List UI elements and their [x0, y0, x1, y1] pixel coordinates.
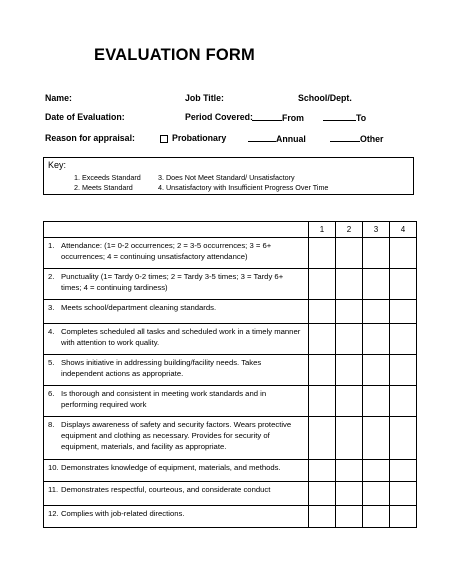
annual-label: Annual [276, 134, 306, 144]
rating-cell[interactable] [309, 269, 336, 300]
rating-cell[interactable] [309, 482, 336, 506]
criteria-header [44, 222, 309, 238]
rating-header: 4 [390, 222, 417, 238]
row-criterion: Punctuality (1= Tardy 0-2 times; 2 = Tardy 3-5 times; 3 = Tardy 6+ times; 4 = continuing tardiness) [61, 272, 284, 292]
period-to [323, 112, 366, 123]
row-number: 2. [48, 272, 55, 281]
table-row [44, 506, 417, 528]
rating-cell[interactable] [390, 300, 417, 324]
row-number: 3. [48, 303, 55, 312]
table-row [44, 417, 417, 460]
key-item: 3. Does Not Meet Standard/ Unsatisfactory [158, 173, 295, 182]
row-number: 6. [48, 389, 55, 398]
rating-cell[interactable] [363, 324, 390, 355]
rating-cell[interactable] [390, 386, 417, 417]
rating-header: 1 [309, 222, 336, 238]
annual-option[interactable] [248, 133, 306, 144]
rating-cell[interactable] [336, 269, 363, 300]
row-criterion: Attendance: (1= 0-2 occurrences; 2 = 3-5 occurrences; 3 = 6+ occurrences; 4 = continuing unsatisfactory attendance) [61, 241, 272, 261]
row-number: 5. [48, 358, 55, 367]
from-date-field[interactable] [252, 112, 282, 121]
row-criterion: Is thorough and consistent in meeting work standards and in performing required work [61, 389, 267, 409]
probationary-checkbox[interactable] [160, 135, 168, 143]
key-label: Key: [48, 160, 67, 170]
rating-cell[interactable] [336, 300, 363, 324]
rating-cell[interactable] [309, 417, 336, 460]
rating-cell[interactable] [390, 417, 417, 460]
row-criterion: Demonstrates knowledge of equipment, materials, and methods. [61, 463, 281, 472]
annual-blank[interactable] [248, 133, 276, 142]
rating-cell[interactable] [336, 460, 363, 482]
row-number: 10. [48, 463, 59, 472]
rating-cell[interactable] [390, 506, 417, 528]
rating-cell[interactable] [336, 506, 363, 528]
rating-cell[interactable] [309, 355, 336, 386]
reason-label: Reason for appraisal: [45, 133, 135, 143]
table-row [44, 460, 417, 482]
row-criterion: Completes scheduled all tasks and scheduled work in a timely manner with attention to work quality. [61, 327, 301, 347]
row-number: 4. [48, 327, 55, 336]
row-criterion: Displays awareness of safety and security factors. Wears protective equipment and clothing as necessary. Provides for security of equipment, materials, and facility as appropriate. [61, 420, 292, 451]
rating-cell[interactable] [390, 324, 417, 355]
other-blank[interactable] [330, 133, 360, 142]
row-number: 1. [48, 241, 55, 250]
rating-cell[interactable] [336, 324, 363, 355]
rating-cell[interactable] [363, 482, 390, 506]
key-item: 2. Meets Standard [74, 183, 133, 192]
probationary-option[interactable] [160, 133, 226, 143]
row-criterion: Shows initiative in addressing building/facility needs. Takes independent actions as appropriate. [61, 358, 262, 378]
rating-cell[interactable] [363, 460, 390, 482]
table-row [44, 355, 417, 386]
row-number: 8. [48, 420, 55, 429]
rating-cell[interactable] [390, 482, 417, 506]
key-box [43, 157, 414, 195]
probationary-label: Probationary [172, 133, 227, 143]
rating-cell[interactable] [390, 269, 417, 300]
table-row [44, 324, 417, 355]
row-number: 11. [48, 485, 59, 494]
form-title: EVALUATION FORM [94, 46, 255, 64]
rating-cell[interactable] [390, 355, 417, 386]
rating-cell[interactable] [336, 386, 363, 417]
rating-cell[interactable] [309, 386, 336, 417]
rating-cell[interactable] [390, 238, 417, 269]
rating-cell[interactable] [363, 269, 390, 300]
other-option[interactable] [330, 133, 383, 144]
rating-cell[interactable] [363, 355, 390, 386]
other-label: Other [360, 134, 384, 144]
rating-cell[interactable] [363, 300, 390, 324]
period-covered-label: Period Covered: [185, 112, 253, 122]
table-row [44, 386, 417, 417]
from-label: From [282, 113, 304, 123]
rating-cell[interactable] [309, 300, 336, 324]
row-criterion: Demonstrates respectful, courteous, and considerate conduct [61, 485, 271, 494]
rating-cell[interactable] [336, 417, 363, 460]
date-of-evaluation-label: Date of Evaluation: [45, 112, 125, 122]
to-label: To [356, 113, 367, 123]
row-number: 12. [48, 509, 59, 518]
key-item: 4. Unsatisfactory with Insufficient Progress Over Time [158, 183, 329, 192]
rating-header: 2 [336, 222, 363, 238]
job-title-label: Job Title: [185, 93, 224, 103]
rating-cell[interactable] [336, 355, 363, 386]
row-criterion: Complies with job-related directions. [61, 509, 185, 518]
rating-cell[interactable] [336, 238, 363, 269]
period-from [252, 112, 304, 123]
rating-cell[interactable] [363, 417, 390, 460]
rating-cell[interactable] [390, 460, 417, 482]
name-label: Name: [45, 93, 72, 103]
rating-cell[interactable] [309, 460, 336, 482]
rating-cell[interactable] [309, 506, 336, 528]
rating-cell[interactable] [363, 386, 390, 417]
key-item: 1. Exceeds Standard [74, 173, 141, 182]
to-date-field[interactable] [323, 112, 356, 121]
table-row [44, 482, 417, 506]
table-header-row [44, 222, 417, 238]
table-row [44, 238, 417, 269]
evaluation-table [43, 221, 417, 528]
school-dept-label: School/Dept. [298, 93, 352, 103]
rating-cell[interactable] [336, 482, 363, 506]
row-criterion: Meets school/department cleaning standards. [61, 303, 217, 312]
rating-cell[interactable] [309, 324, 336, 355]
table-row [44, 300, 417, 324]
rating-header: 3 [363, 222, 390, 238]
table-row [44, 269, 417, 300]
rating-cell[interactable] [363, 506, 390, 528]
rating-cell[interactable] [363, 238, 390, 269]
rating-cell[interactable] [309, 238, 336, 269]
